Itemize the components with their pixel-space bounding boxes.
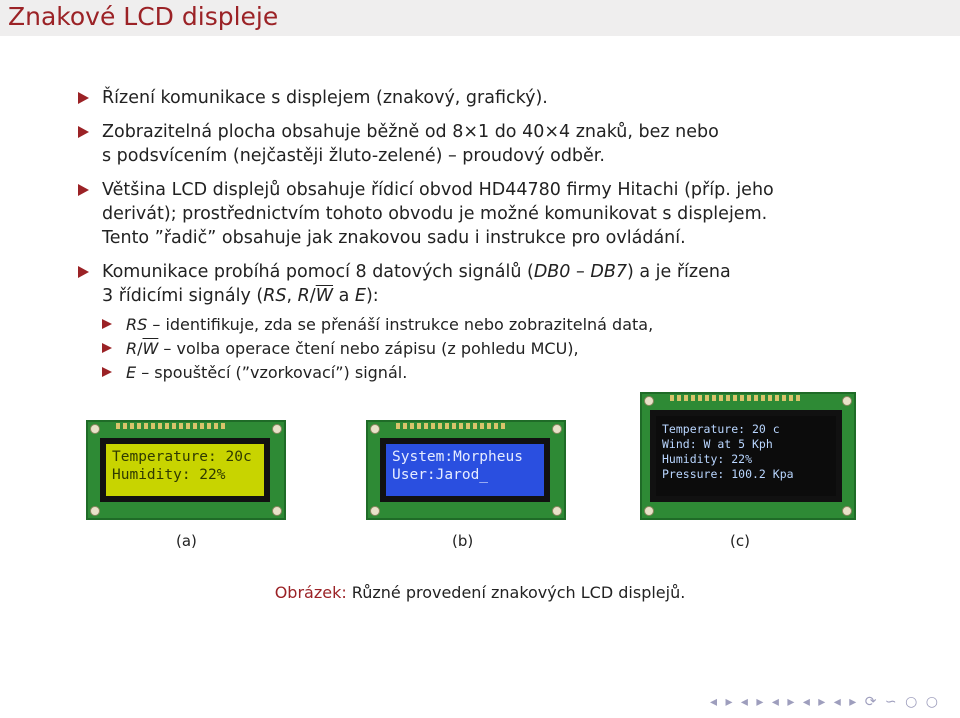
bullet-triangle-icon	[78, 126, 89, 138]
navigation-symbols[interactable]: ◂ ▸ ◂ ▸ ◂ ▸ ◂ ▸ ◂ ▸ ⟳ ∽ ○ ○	[709, 694, 940, 710]
bullet-3: Většina LCD displejů obsahuje řídicí obvod HD44780 firmy Hitachi (příp. jeho derivát); prostřednictvím tohoto obvodu je možné komunikovat s displejem. Tento ”řadič” obsahuje jak znakovou sadu i instrukce pro ovládání.	[78, 178, 920, 250]
slide-title: Znakové LCD displeje	[8, 2, 279, 31]
figure-text: Různé provedení znakových LCD displejů.	[346, 583, 686, 602]
beamer-navigation[interactable]	[710, 694, 940, 710]
caption-a: (a)	[176, 532, 197, 550]
caption-b: (b)	[452, 532, 474, 550]
lcd-image-b	[366, 420, 566, 520]
caption-c: (c)	[730, 532, 750, 550]
slide-title-bar	[0, 0, 960, 36]
figure-caption	[0, 583, 960, 602]
bullet-2: Zobrazitelná plocha obsahuje běžně od 8×1 do 40×4 znaků, bez nebo s podsvícením (nejčastěji žluto-zelené) – proudový odběr.	[78, 120, 920, 168]
lcd-screen-c: Temperature: 20 c Wind: W at 5 Kph Humidity: 22% Pressure: 100.2 Kpa	[656, 416, 836, 496]
sub-bullet-rw: $R/\overline{W}$ – volba operace čtení nebo zápisu (z pohledu MCU),	[102, 338, 920, 360]
lcd-screen-b: System:Morpheus User:Jarod_	[386, 444, 544, 496]
bullet-triangle-icon	[102, 319, 112, 329]
sub-bullet-list	[102, 314, 920, 384]
bullet-triangle-icon	[102, 343, 112, 353]
bullet-triangle-icon	[78, 92, 89, 104]
bullet-triangle-icon	[78, 184, 89, 196]
lcd-image-a	[86, 420, 286, 520]
figure-label: Obrázek:	[274, 583, 347, 602]
slide-content	[78, 86, 920, 394]
sub-bullet-rs: RS – identifikuje, zda se přenáší instrukce nebo zobrazitelná data,	[102, 314, 920, 336]
lcd-screen-a: Temperature: 20c Humidity: 22%	[106, 444, 264, 496]
sub-bullet-e: E – spouštěcí (”vzorkovací”) signál.	[102, 362, 920, 384]
bullet-4: Komunikace probíhá pomocí 8 datových signálů (DB0 – DB7) a je řízena 3 řídicími signály (RS, $R/\overline{W}$ a E): RS – identifikuje, zda se přenáší instrukce nebo zobrazitelná data, $R/\overline{W}$ – volba operace čtení nebo zápisu (z pohledu MCU), E – spouštěcí (”vzorkovací”) signál.	[78, 260, 920, 384]
bullet-triangle-icon	[102, 367, 112, 377]
lcd-image-c	[640, 392, 856, 520]
bullet-1: Řízení komunikace s displejem (znakový, grafický).	[78, 86, 920, 110]
bullet-triangle-icon	[78, 266, 89, 278]
